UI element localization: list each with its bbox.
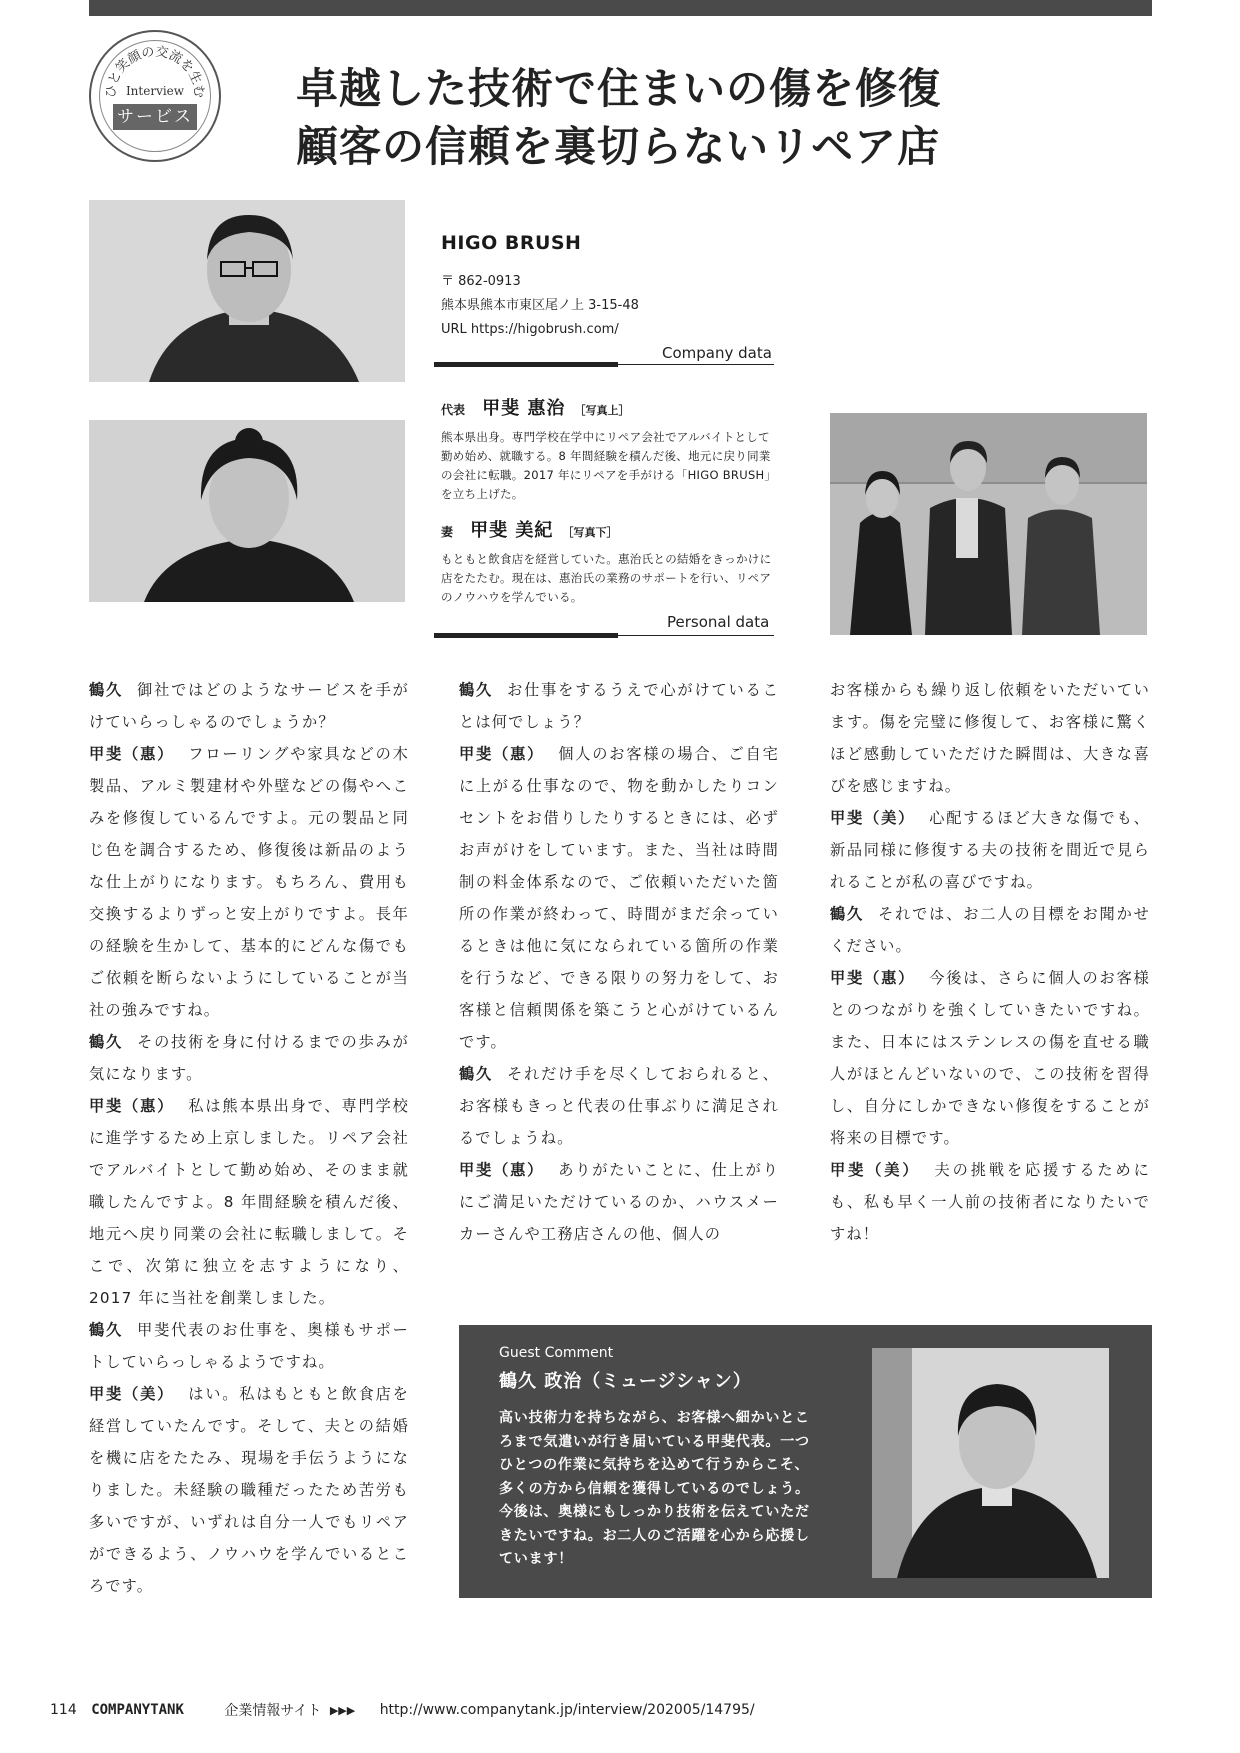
personal-data-rule — [434, 633, 774, 638]
guest-comment-text: 高い技術力を持ちながら、お客様へ細かいところまで気遣いが行き届いている甲斐代表。一つひとつの作業に気持ちを込めて行うからこそ、多くの方から信頼を獲得しているのでしょう。今後は、奥様にもしっかり技術を伝えていただきたいですね。お二人のご活躍を心から応援しています！ — [499, 1410, 810, 1567]
speaker-name: 鶴久 — [459, 681, 494, 699]
dialogue-text: 個人のお客様の場合、ご自宅に上がる仕事なので、物を動かしたりコンセントをお借りしたりするときには、必ずお声がけをしています。また、当社は時間制の料金体系なので、ご依頼いただいた箇所の作業が終わって、時間がまだ余っているときは他に気になられている箇所の作業を行うなど、できる限りの努力をして、お客様と信頼関係を築こうと心がけているんです。 — [459, 745, 780, 1051]
speaker-name: 甲斐（惠） — [89, 745, 175, 763]
person-description: もともと飲食店を経営していた。惠治氏との結婚をきっかけに店をたたむ。現在は、惠治氏の業務のサポートを行い、リペアのノウハウを学んでいる。 — [441, 552, 772, 604]
dialogue-text: 心配するほど大きな傷でも、新品同様に修復する夫の技術を間近で見られることが私の喜びですね。 — [830, 809, 1151, 891]
dialogue-paragraph — [830, 962, 1150, 1154]
company-data-label: Company data — [662, 344, 772, 362]
dialogue-text: 御社ではどのようなサービスを手がけていらっしゃるのでしょうか？ — [89, 681, 409, 731]
badge-interview-label: Interview — [125, 84, 185, 98]
guest-comment-box — [459, 1325, 1152, 1598]
photo-guest — [872, 1348, 1109, 1578]
company-address: 熊本県熊本市東区尾ノ上 3-15-48 — [441, 298, 639, 313]
dialogue-text: 今後は、さらに個人のお客様とのつながりを強くしていきたいですね。また、日本にはステンレスの傷を直せる職人がほとんどいないので、この技術を習得し、自分にしかできない修復をすることが将来の目標です。 — [830, 969, 1151, 1147]
speaker-name: 甲斐（惠） — [89, 1097, 175, 1115]
company-name: HIGO BRUSH — [441, 232, 582, 254]
arrows-icon: ▶▶▶ — [329, 1703, 356, 1717]
title-line-2: 顧客の信頼を裏切らないリペア店 — [296, 122, 941, 171]
title-line-1: 卓越した技術で住まいの傷を修復 — [296, 64, 942, 113]
photo-representative — [89, 200, 405, 382]
dialogue-paragraph — [459, 738, 779, 1058]
article-column-3 — [830, 674, 1150, 1250]
guest-comment-label: Guest Comment — [499, 1345, 614, 1361]
dialogue-paragraph — [89, 1314, 409, 1378]
speaker-name: 甲斐（美） — [830, 1161, 921, 1179]
dialogue-paragraph — [89, 1026, 409, 1090]
dialogue-paragraph — [89, 1090, 409, 1314]
person-wife — [441, 516, 781, 607]
photo-caption: ［写真上］ — [574, 404, 630, 417]
page-number: 114 — [50, 1702, 77, 1718]
dialogue-text: それでは、お二人の目標をお聞かせください。 — [830, 905, 1150, 955]
speaker-name: 甲斐（惠） — [830, 969, 916, 987]
dialogue-text: ありがたいことに、仕上がりにご満足いただけているのか、ハウスメーカーさんや工務店さんの他、個人の — [459, 1161, 780, 1243]
interview-badge — [89, 30, 221, 162]
person-role: 代表 — [441, 403, 466, 417]
person-name: 甲斐 美紀 — [470, 520, 554, 541]
badge-arc-text: ひと笑顔の交流を生む — [103, 44, 207, 99]
speaker-name: 鶴久 — [89, 1033, 124, 1051]
company-postal: 〒 862-0913 — [441, 274, 521, 289]
photo-wife — [89, 420, 405, 602]
dialogue-paragraph — [459, 674, 779, 738]
dialogue-paragraph — [459, 1058, 779, 1154]
speaker-name: 鶴久 — [89, 681, 124, 699]
company-data — [441, 232, 781, 342]
dialogue-paragraph — [830, 802, 1150, 898]
badge-category: サービス — [113, 104, 197, 130]
dialogue-paragraph — [830, 898, 1150, 962]
dialogue-paragraph — [89, 674, 409, 738]
speaker-name: 甲斐（美） — [89, 1385, 175, 1403]
dialogue-text: はい。私はもともと飲食店を経営していたんです。そして、夫との結婚を機に店をたたみ、現場を手伝うようになりました。未経験の職種だったため苦労も多いですが、いずれは自分一人でもリペアができるよう、ノウハウを学んでいるところです。 — [89, 1385, 410, 1595]
speaker-name: 甲斐（惠） — [459, 745, 545, 763]
brand-logo: COMPANYTANK — [91, 1702, 184, 1718]
article-column-1 — [89, 674, 409, 1602]
speaker-name: 甲斐（美） — [830, 809, 916, 827]
speaker-name: 甲斐（惠） — [459, 1161, 545, 1179]
dialogue-text: お客様からも繰り返し依頼をいただいています。傷を完璧に修復して、お客様に驚くほど感動していただけた瞬間は、大きな喜びを感じますね。 — [830, 681, 1150, 795]
dialogue-text: その技術を身に付けるまでの歩みが気になります。 — [89, 1033, 409, 1083]
person-role: 妻 — [441, 525, 454, 539]
footer-url[interactable]: http://www.companytank.jp/interview/202005/14795/ — [379, 1702, 755, 1718]
dialogue-text: 私は熊本県出身で、専門学校に進学するため上京しました。リペア会社でアルバイトとして勤め始め、そのまま就職したんですよ。8 年間経験を積んだ後、地元へ戻り同業の会社に転職しまして。そこで、次第に独立を志すようになり、2017 年に当社を創業しました。 — [89, 1097, 410, 1307]
article-title — [296, 60, 941, 176]
photo-group — [830, 413, 1147, 635]
dialogue-paragraph — [830, 674, 1150, 802]
company-url[interactable]: URL https://higobrush.com/ — [441, 322, 619, 337]
speaker-name: 鶴久 — [89, 1321, 124, 1339]
company-data-rule — [434, 362, 774, 367]
person-name: 甲斐 惠治 — [482, 398, 566, 419]
personal-data-label: Personal data — [667, 613, 770, 631]
person-description: 熊本県出身。専門学校在学中にリペア会社でアルバイトとして勤め始め、就職する。8 年間経験を積んだ後、地元に戻り同業の会社に転職。2017 年にリペアを手がける「HIGO BRUSH」を立ち上げた。 — [441, 430, 777, 501]
dialogue-text: 夫の挑戦を応援するためにも、私も早く一人前の技術者になりたいですね！ — [830, 1161, 1151, 1243]
person-representative — [441, 394, 781, 504]
speaker-name: 鶴久 — [830, 905, 865, 923]
photo-caption: ［写真下］ — [562, 526, 618, 539]
dialogue-text: それだけ手を尽くしておられると、お客様もきっと代表の仕事ぶりに満足されるでしょうね。 — [459, 1065, 779, 1147]
page-footer — [50, 1700, 755, 1720]
dialogue-text: お仕事をするうえで心がけていることは何でしょう？ — [459, 681, 779, 731]
top-bar — [89, 0, 1152, 16]
dialogue-paragraph — [830, 1154, 1150, 1250]
dialogue-text: フローリングや家具などの木製品、アルミ製建材や外壁などの傷やへこみを修復しているんですよ。元の製品と同じ色を調合するため、修復後は新品のような仕上がりになります。もちろん、費用も交換するよりずっと安上がりですよ。長年の経験を生かして、基本的にどんな傷でもご依頼を断らないようにしていることが当社の強みですね。 — [89, 745, 410, 1019]
guest-name: 鶴久 政治（ミュージシャン） — [499, 1371, 752, 1392]
site-label: 企業情報サイト — [224, 1703, 322, 1719]
article-column-2 — [459, 674, 779, 1250]
dialogue-paragraph — [459, 1154, 779, 1250]
dialogue-text: 甲斐代表のお仕事を、奥様もサポートしていらっしゃるようですね。 — [89, 1321, 409, 1371]
speaker-name: 鶴久 — [459, 1065, 494, 1083]
dialogue-paragraph — [89, 738, 409, 1026]
dialogue-paragraph — [89, 1378, 409, 1602]
